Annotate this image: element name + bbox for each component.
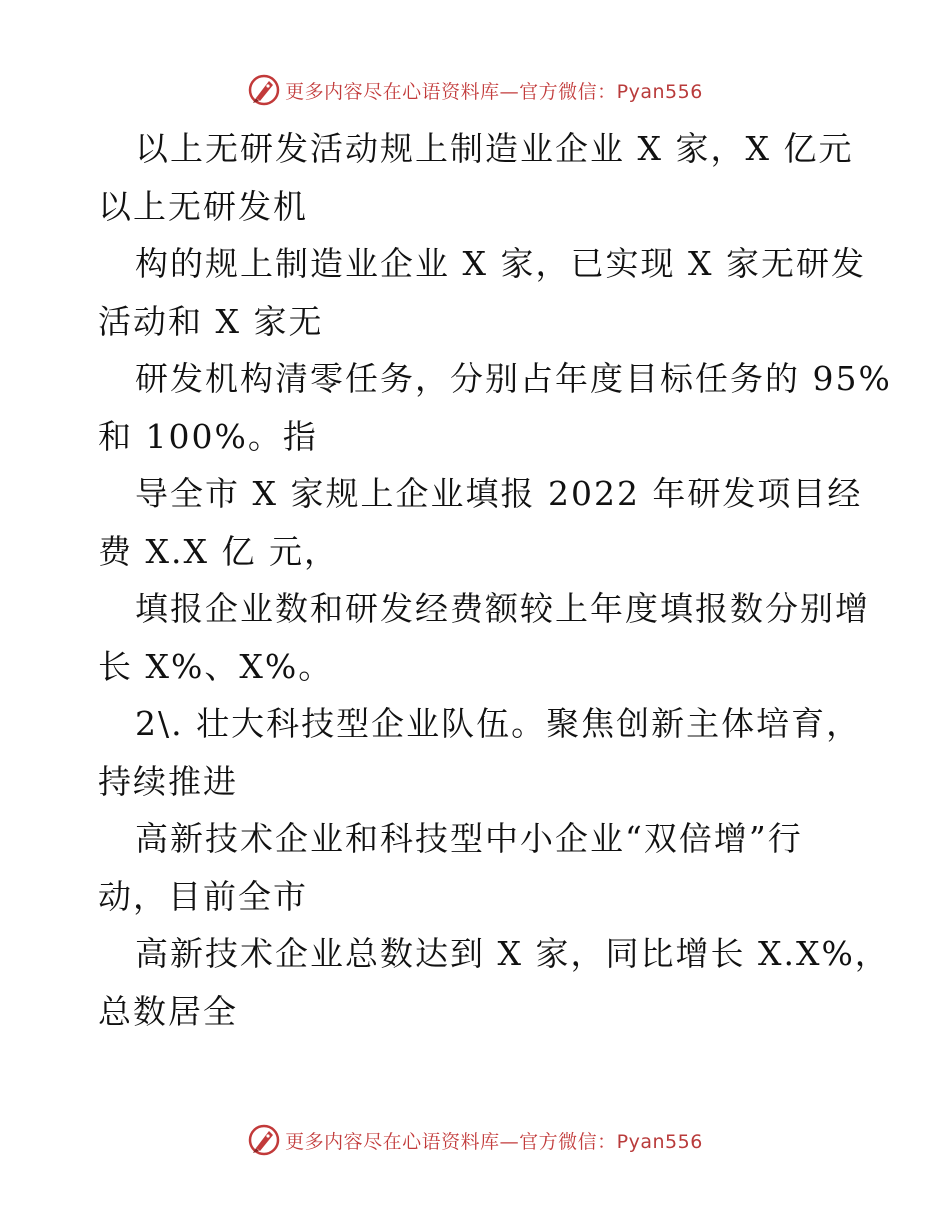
body-line: 高新技术企业和科技型中小企业“双倍增”行 bbox=[135, 819, 803, 858]
body-line: 活动和 X 家无 bbox=[98, 301, 324, 341]
body-line: 填报企业数和研发经费额较上年度填报数分别增 bbox=[135, 589, 870, 628]
pen-nib-logo-icon bbox=[247, 1123, 281, 1157]
body-line: 动，目前全市 bbox=[98, 876, 308, 916]
body-line: 以上无研发活动规上制造业企业 X 家，X 亿元 bbox=[135, 129, 854, 168]
footer-banner bbox=[0, 1120, 950, 1160]
body-line: 费 X.X 亿 元， bbox=[98, 531, 339, 571]
header-banner bbox=[0, 70, 950, 110]
body-line: 长 X%、X%。 bbox=[98, 646, 334, 686]
footer-banner-text: 更多内容尽在心语资料库—官方微信：Pyan556 bbox=[285, 1130, 703, 1153]
body-line: 以上无研发机 bbox=[98, 186, 308, 226]
pen-nib-logo-icon bbox=[247, 73, 281, 107]
body-line: 总数居全 bbox=[98, 991, 238, 1031]
body-line: 高新技术企业总数达到 X 家，同比增长 X.X%， bbox=[135, 934, 890, 973]
document-body bbox=[98, 120, 892, 1040]
header-wechat-id: Pyan556 bbox=[616, 80, 703, 103]
body-line: 构的规上制造业企业 X 家，已实现 X 家无研发 bbox=[135, 244, 866, 283]
body-line: 导全市 X 家规上企业填报 2022 年研发项目经 bbox=[135, 474, 863, 513]
body-line: 和 100%。指 bbox=[98, 416, 318, 456]
footer-wechat-id: Pyan556 bbox=[616, 1130, 703, 1153]
body-line: 研发机构清零任务，分别占年度目标任务的 95% bbox=[135, 359, 892, 398]
header-banner-text: 更多内容尽在心语资料库—官方微信：Pyan556 bbox=[285, 80, 703, 103]
body-line: 持续推进 bbox=[98, 761, 238, 801]
body-line: 2\. 壮大科技型企业队伍。聚焦创新主体培育， bbox=[135, 704, 862, 743]
